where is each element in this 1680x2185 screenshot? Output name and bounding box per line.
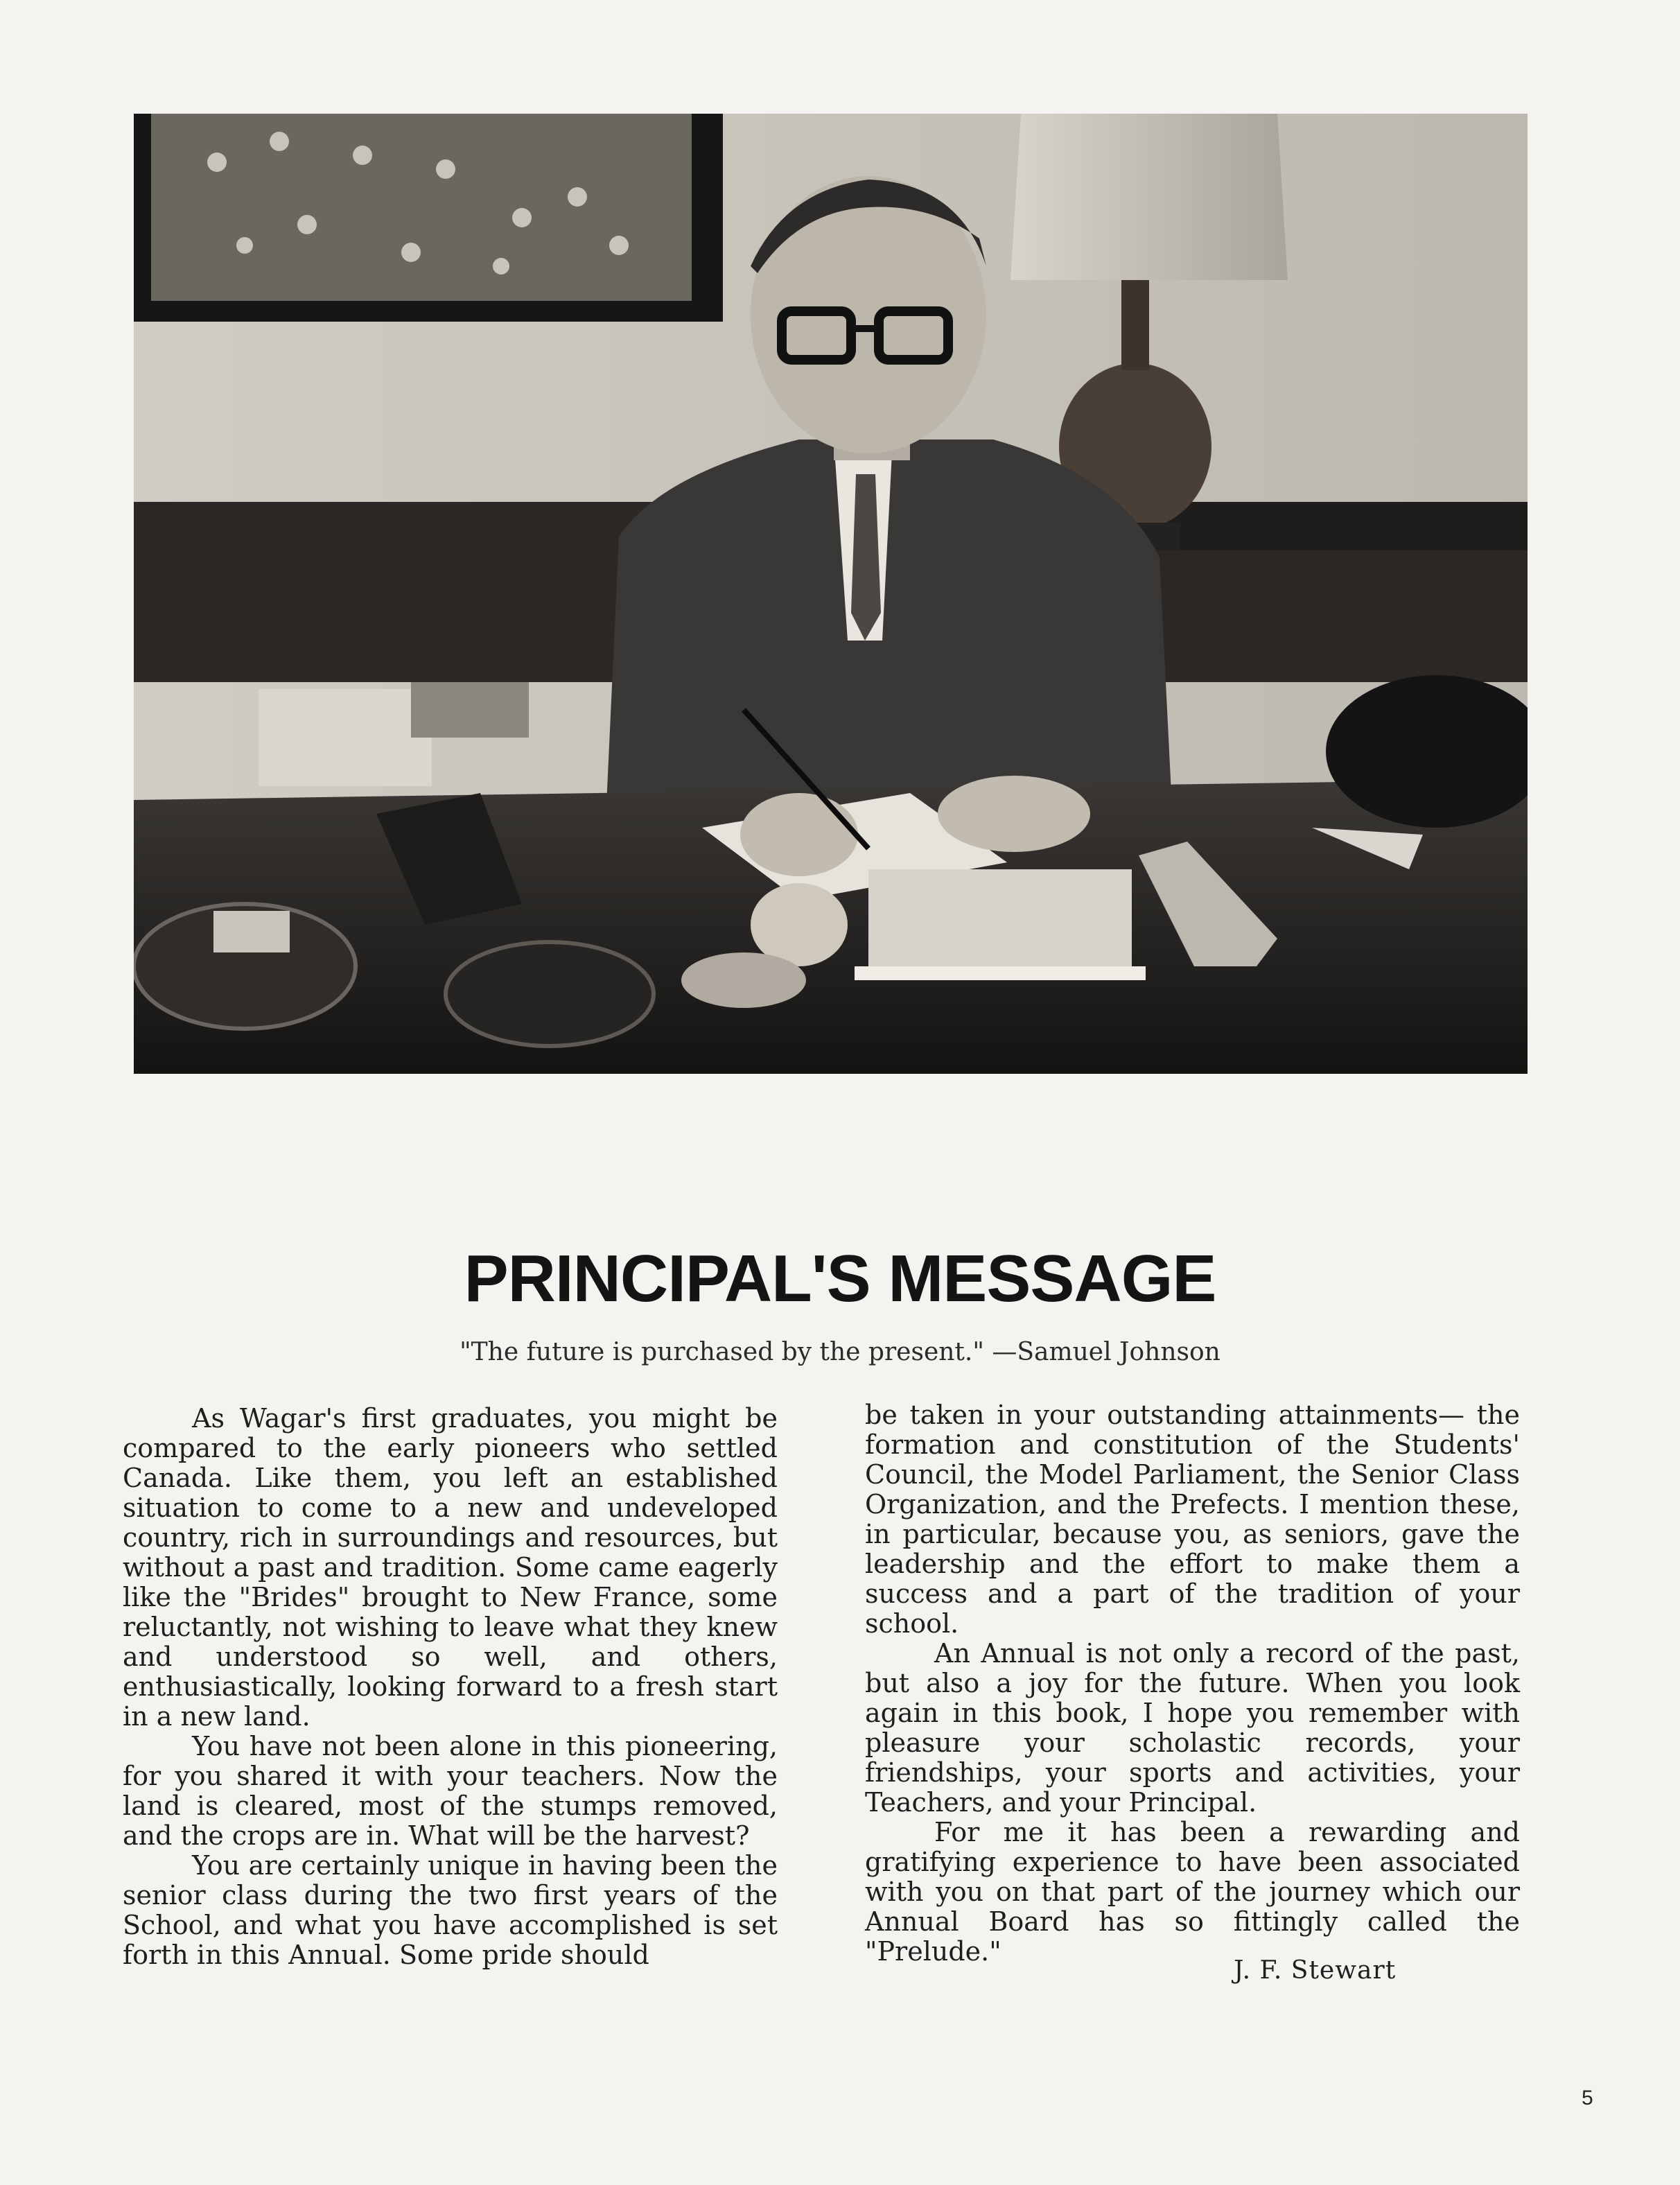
epigraph-quote: "The future is purchased by the present." —Samuel Johnson (460, 1338, 1220, 1366)
message-paragraph: You are certainly unique in having been the senior class during the two first years of the School, and what you have accomplished is set forth in this Annual. Some pride should (123, 1850, 778, 1970)
message-paragraph-continued: be taken in your outstanding attainments— the formation and constitution of the Students' Council, the Model Parliament, the Senior Class Organization, and the Prefects. I mention these, in particular, because you, as seniors, gave the leadership and the effort to make them a success and a part of the tradition of your school. (865, 1400, 1520, 1639)
page-number: 5 (1582, 2087, 1593, 2109)
message-paragraph: An Annual is not only a record of the past, but also a joy for the future. When you look again in this book, I hope you remember with pleasure your scholastic records, your friendships, your sports and activities, your Teachers, and your Principal. (865, 1638, 1520, 1818)
principal-photo (134, 114, 1528, 1074)
message-paragraph: For me it has been a rewarding and gratifying experience to have been associated with you on that part of the journey which our Annual Board has so fittingly called the "Prelude." (865, 1817, 1520, 1967)
page-title: PRINCIPAL'S MESSAGE (464, 1242, 1216, 1316)
message-column-left (123, 1404, 778, 1970)
message-paragraph: You have not been alone in this pioneering, for you shared it with your teachers. Now the land is cleared, most of the stumps removed, and the crops are in. What will be the harvest? (123, 1731, 778, 1851)
signature: J. F. Stewart (1234, 1956, 1397, 1985)
message-paragraph: As Wagar's first graduates, you might be compared to the early pioneers who settled Canada. Like them, you left an established situation to come to a new and undeveloped country, rich in surroundings and resources, but without a past and tradition. Some came eagerly like the "Brides" brought to New France, some reluctantly, not wishing to leave what they knew and understood so well, and others, enthusiastically, looking forward to a fresh start in a new land. (123, 1403, 778, 1732)
message-column-right (865, 1400, 1520, 1967)
principal-photo-image (134, 114, 1528, 1074)
